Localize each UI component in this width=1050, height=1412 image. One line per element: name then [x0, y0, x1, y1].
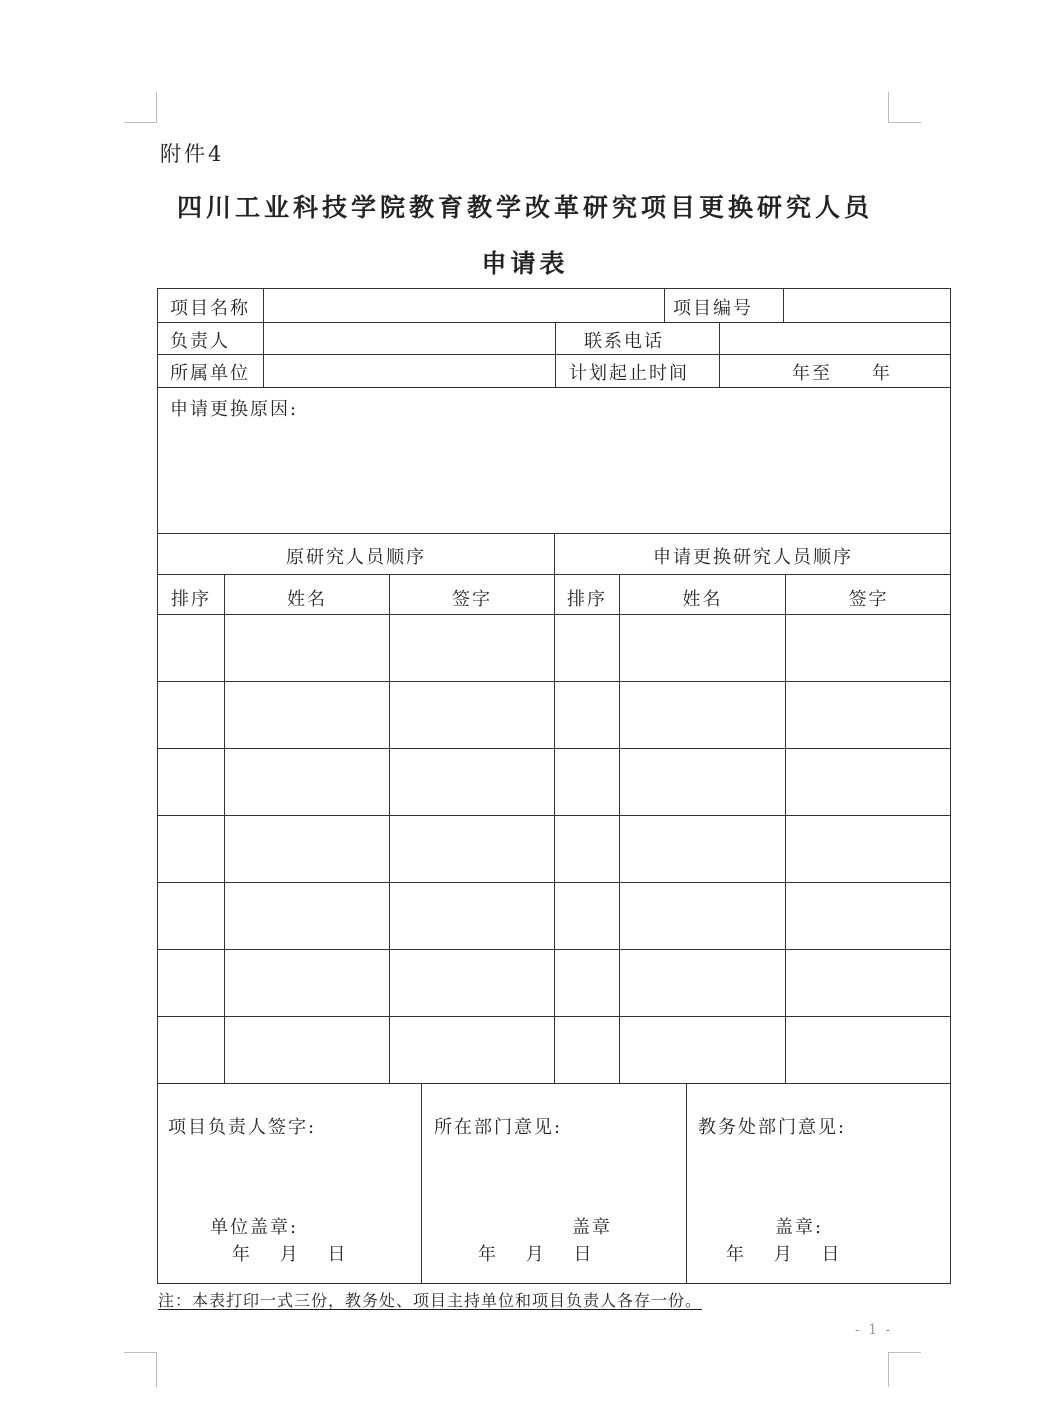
change-reason-label: 申请更换原因:: [170, 399, 299, 420]
leader-signature-label: 项目负责人签字:: [168, 1117, 317, 1138]
column-divider: [719, 322, 720, 387]
form-subtitle: 申请表: [481, 249, 569, 278]
column-divider: [619, 574, 620, 1083]
crop-mark-bottom-right: [888, 1352, 921, 1387]
academic-affairs-opinion-label: 教务处部门意见:: [698, 1117, 847, 1138]
column-divider: [263, 289, 264, 387]
original-members-header: 原研究人员顺序: [286, 547, 426, 568]
column-divider: [783, 289, 784, 322]
page-number: - 1 -: [855, 1322, 893, 1338]
crop-mark-bottom-left: [124, 1352, 157, 1387]
column-divider: [224, 574, 225, 1083]
plan-period-label: 计划起止时间: [569, 363, 689, 384]
new-name-header: 姓名: [682, 589, 723, 610]
leader-label: 负责人: [170, 331, 230, 352]
column-divider: [421, 1083, 422, 1284]
new-members-header: 申请更换研究人员顺序: [653, 547, 853, 568]
original-name-header: 姓名: [287, 589, 327, 610]
project-name-label: 项目名称: [170, 298, 250, 319]
row-divider: [158, 387, 951, 388]
application-form-table: [157, 288, 951, 1284]
column-divider: [389, 574, 390, 1083]
column-divider: [554, 533, 555, 1083]
project-number-label: 项目编号: [673, 298, 753, 319]
department-date: 年 月 日: [478, 1244, 594, 1265]
attachment-label: 附件4: [160, 142, 225, 166]
new-order-header: 排序: [567, 589, 607, 610]
column-divider: [686, 1083, 687, 1284]
academic-affairs-date: 年 月 日: [726, 1244, 842, 1265]
new-sign-header: 签字: [848, 589, 889, 610]
original-order-header: 排序: [171, 589, 211, 610]
phone-label: 联系电话: [584, 331, 664, 352]
crop-mark-top-left: [124, 92, 157, 123]
department-opinion-label: 所在部门意见:: [434, 1117, 563, 1138]
row-divider: [158, 1083, 951, 1084]
original-sign-header: 签字: [452, 589, 492, 610]
academic-affairs-stamp-label: 盖章:: [775, 1217, 824, 1238]
column-divider: [664, 289, 665, 322]
footnote: 注：本表打印一式三份，教务处、项目主持单位和项目负责人各存一份。: [158, 1291, 703, 1310]
plan-period-value: 年至 年: [792, 363, 892, 384]
column-divider: [555, 322, 556, 387]
leader-date: 年 月 日: [232, 1244, 348, 1265]
unit-label: 所属单位: [170, 363, 250, 384]
crop-mark-top-right: [888, 92, 921, 123]
unit-stamp-label: 单位盖章:: [210, 1217, 299, 1238]
department-stamp-label: 盖章: [572, 1217, 612, 1238]
column-divider: [785, 574, 786, 1083]
form-title: 四川工业科技学院教育教学改革研究项目更换研究人员: [176, 193, 873, 222]
